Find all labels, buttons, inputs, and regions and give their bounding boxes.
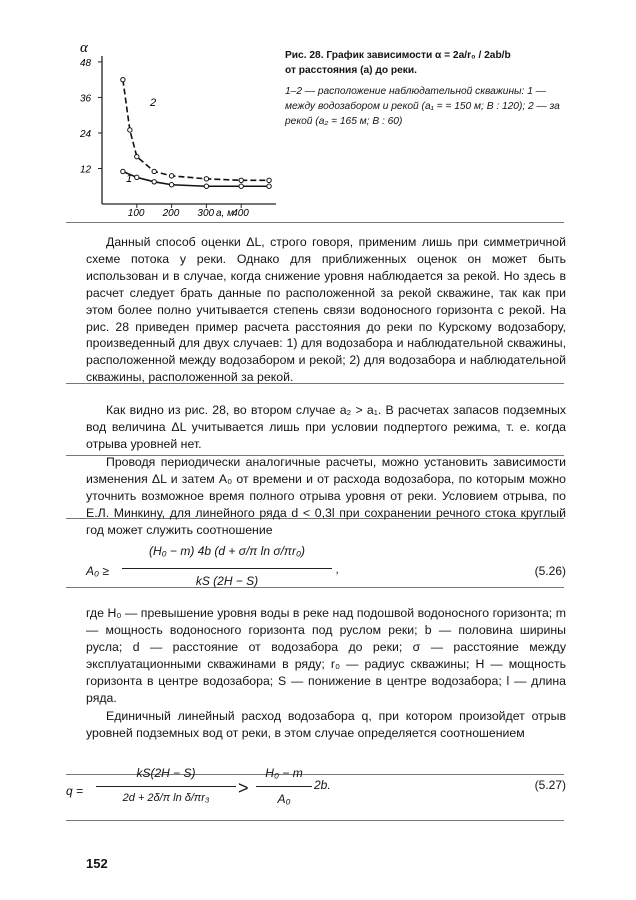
series-1-point <box>239 184 243 188</box>
curve-label-1: 1 <box>126 173 133 185</box>
eq526-tail: , <box>336 562 340 576</box>
paragraph-text: Прoводя периодически аналогичные расчеты, можно установить зависимости изменения ΔL и затем A₀ от времени и от расхода водозабора, по которым можно уточнить возможное время полного отрыва уровня от реки. Условием отрыва, по Е.Л. Минкину, для линейного ряда d < 0,3l при сохранении речного стока круглый год может служить соотношение <box>86 455 566 537</box>
series-2-point <box>135 154 139 158</box>
series-2-point <box>152 169 156 173</box>
paragraph-text: Данный способ оценки ΔL, строго говоря, применим лишь при симметричной схеме потока у реки. Однако для приближенных оценок он может быть использован и в случае, когда снижение уровня наблюдается за рекой. Но здесь в расчет следует брать данные по расположенной за рекой скважине, так как при этом более полно учитывается степень связи водоносного горизонта с рекой. На рис. 28 приведен пример расчета расстояния до реки по Курскому водозабору, произведенный для двух случаев: 1) для водозабора и наблюдательной скважины, расположенной между водозабором и рекой; 2) для водозабора и наблюдательной скважины, расположенной за рекой. <box>86 235 566 385</box>
paragraph-4 <box>86 708 566 742</box>
eq526-lhs: A₀ ≥ <box>86 564 109 578</box>
eq527-r-den: A₀ <box>277 792 291 806</box>
paragraph-text: Единичный линейный расход водозабора q, при котором произойдет отрыв уровней подземных вод от реки, в этом случае определяется соотношением <box>86 709 566 740</box>
x-tick-label: 300 <box>197 208 215 218</box>
equation-5-27 <box>66 764 566 828</box>
y-tick-label: 24 <box>80 128 92 140</box>
page-number: 152 <box>86 856 108 871</box>
definitions <box>86 605 566 707</box>
paragraph-3 <box>86 454 566 539</box>
x-tick-label: 200 <box>162 208 180 218</box>
rule <box>66 222 564 223</box>
eq527-rel: > <box>238 778 249 798</box>
series-2-point <box>128 128 132 132</box>
y-tick-label: 48 <box>80 57 92 69</box>
series-2-point <box>239 178 243 182</box>
series-line-2 <box>123 80 269 181</box>
eq527-lhs: q = <box>66 784 84 798</box>
caption-title-line2: от расстояния (a) до реки. <box>285 65 417 76</box>
x-tick-label: 400 <box>232 208 249 218</box>
eq527-tail: 2b. <box>314 778 331 792</box>
y-tick-label: 12 <box>80 164 92 176</box>
figure-caption <box>285 48 575 129</box>
curve-label-2: 2 <box>150 97 157 109</box>
x-tick-label: 100 <box>127 208 145 218</box>
series-2-point <box>121 77 125 81</box>
paragraph-1 <box>86 234 566 386</box>
x-axis-label: a, м <box>216 208 234 218</box>
y-ticks <box>79 58 102 176</box>
y-tick-label: 36 <box>80 93 92 105</box>
series-1-point <box>267 184 271 188</box>
series-line-1 <box>123 171 269 186</box>
fraction-bar <box>96 786 236 787</box>
eq526-numerator: (H₀ − m) 4b (d + σ/π ln σ/πr₀) <box>148 544 306 558</box>
series-2-point <box>169 174 173 178</box>
fraction-bar <box>256 786 312 787</box>
eq527-denominator: 2d + 2δ/π ln δ/πr₃ <box>122 792 210 804</box>
series-1-point <box>121 169 125 173</box>
series-2-point <box>267 178 271 182</box>
series-1-point <box>169 183 173 187</box>
series-2-point <box>204 177 208 181</box>
definitions-text: где H₀ — превышение уровня воды в реке над подошвой водоносного горизонта; m — мощность водоносного горизонта под руслом реки; b — половина ширины русла; d — расстояние от водозабора до реки; σ — расстояние между эксплуатационными скважинами в ряду; r₀ — радиус скважины; H — мощность горизонта в центре водозабора; S — понижение в центре водозабора; l — длина ряда. <box>86 606 566 705</box>
series-1-point <box>135 175 139 179</box>
y-axis-label: α <box>80 40 88 56</box>
eq527-numerator: kS(2H − S) <box>136 766 196 780</box>
eq526-number: (5.26) <box>534 564 566 578</box>
equation-5-26 <box>86 536 566 596</box>
caption-body: 1–2 — расположение наблюдательной скважины: 1 — между водозабором и рекой (a₁ = = 150 м; B : 120); 2 — за рекой (a₂ = 165 м; B : 60) <box>285 86 560 127</box>
series-1-point <box>204 184 208 188</box>
paragraph-2 <box>86 402 566 453</box>
eq526-denominator: kS (2H − S) <box>195 574 259 588</box>
caption-title: Рис. 28. График зависимости α = 2a/r₀ / 2ab/b <box>285 50 511 61</box>
eq527-r-num: H₀ − m <box>265 766 303 780</box>
fraction-bar <box>122 568 332 569</box>
figure-28-chart <box>66 38 288 218</box>
eq527-number: (5.27) <box>534 778 566 792</box>
paragraph-text: Как видно из рис. 28, во втором случае a₂ > a₁. В расчетах запасов подземных вод величина ΔL учитывается лишь при условии подпертого режима, т. е. когда отрыва уровней нет. <box>86 403 566 451</box>
series-1-point <box>152 180 156 184</box>
